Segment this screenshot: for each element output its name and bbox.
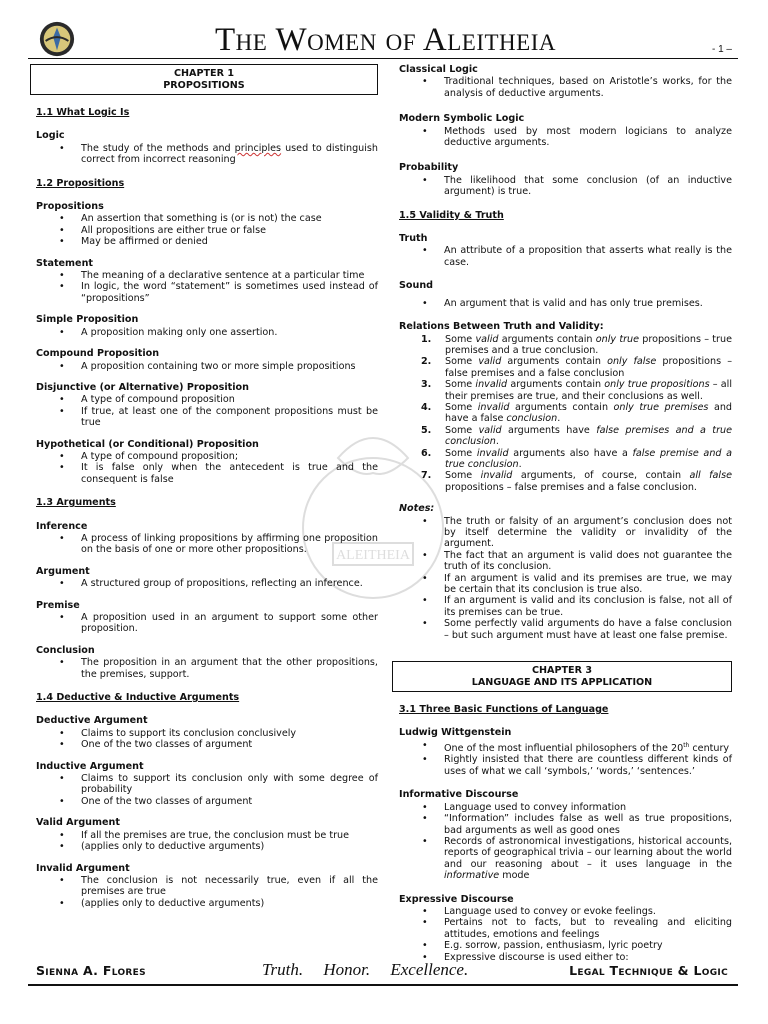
list-item: • One of the two classes of argument — [81, 796, 378, 807]
list-item: • One of the most influential philosophers of the 20th century — [444, 740, 732, 755]
list-item: • Rightly insisted that there are countless different kinds of uses of what we call ‘symbols,’ ‘words,’ ‘sentences.’ — [444, 754, 732, 777]
term-truth: Truth — [399, 233, 428, 245]
chapter-label: CHAPTER 3 — [531, 665, 593, 677]
list-item: • The meaning of a declarative sentence at a particular time — [81, 270, 378, 281]
term-disjunctive-proposition: Disjunctive (or Alternative) Proposition — [36, 381, 249, 393]
term-probability: Probability — [399, 162, 459, 174]
term-argument: Argument — [36, 565, 90, 577]
list-item: • May be affirmed or denied — [81, 236, 378, 247]
section-heading: 1.2 Propositions — [36, 177, 125, 189]
relation-item: 2. Some valid arguments contain only false propositions – false premises and a false conclusion — [421, 356, 733, 379]
list-item: • All propositions are either true or false — [81, 225, 378, 236]
list-item: • If true, at least one of the component propositions must be true — [81, 406, 378, 429]
relation-item: 6. Some invalid arguments also have a false premise and a true conclusion. — [421, 447, 732, 470]
term-simple-proposition: Simple Proposition — [36, 314, 139, 326]
term-compound-proposition: Compound Proposition — [36, 348, 160, 360]
list-item: • If all the premises are true, the conclusion must be true — [81, 830, 378, 841]
list-item: • (applies only to deductive arguments) — [81, 841, 378, 852]
term-sound: Sound — [399, 280, 434, 292]
list-item: • If an argument is valid and its conclusion is false, not all of its premises can be true. — [444, 595, 732, 618]
section-heading: 1.4 Deductive & Inductive Arguments — [36, 692, 240, 704]
list-item: • “Information” includes false as well as true propositions, bad arguments as well as good ones — [444, 813, 732, 836]
term-informative-discourse: Informative Discourse — [399, 789, 519, 801]
relation-item: 5. Some valid arguments have false premises and a true conclusion. — [421, 424, 732, 448]
list-item: • The conclusion is not necessarily true, even if all the premises are true — [81, 875, 378, 898]
relation-item: 3. Some invalid arguments contain only true propositions – all their premises are true, and their conclusions as well. — [421, 379, 733, 402]
page-title: The Women of Aleitheia — [215, 22, 556, 58]
footer-author: Sienna A. Flores — [36, 963, 146, 978]
relations-list — [399, 334, 732, 494]
chapter-label: CHAPTER 1 — [173, 68, 235, 79]
term-conclusion: Conclusion — [36, 644, 95, 656]
section-heading: 1.5 Validity & Truth — [399, 209, 504, 221]
list-item: • Language used to convey information — [444, 802, 732, 813]
left-column — [36, 64, 378, 909]
list-item: • Claims to support its conclusion conclusively — [81, 728, 378, 739]
footer-rule — [28, 984, 738, 986]
term-classical-logic: Classical Logic — [399, 64, 478, 75]
list-item: • A proposition used in an argument to support some other proposition. — [81, 612, 378, 635]
list-item: • E.g. sorrow, passion, enthusiasm, lyric poetry — [444, 940, 732, 951]
page-number: - 1 – — [711, 44, 732, 55]
right-column — [399, 64, 732, 963]
list-item: • A type of compound proposition; — [81, 451, 378, 462]
term-inference: Inference — [36, 520, 88, 532]
list-item: • In logic, the word “statement” is sometimes used instead of “propositions” — [81, 281, 378, 304]
list-item: • A process of linking propositions by affirming one proposition on the basis of one or more other propositions. — [81, 533, 378, 556]
relation-item: 4. Some invalid arguments contain only true premises and have a false conclusion. — [421, 401, 732, 425]
section-heading: 3.1 Three Basic Functions of Language — [399, 704, 609, 716]
chapter-1-box — [30, 64, 378, 95]
list-item: • Language used to convey or evoke feelings. — [444, 906, 732, 917]
chapter-title: LANGUAGE AND ITS APPLICATION — [471, 676, 653, 688]
list-item: • An attribute of a proposition that asserts what really is the case. — [444, 245, 732, 268]
header-rule — [28, 58, 738, 59]
term-statement: Statement — [36, 257, 93, 269]
misspelled-word: principles — [234, 142, 282, 154]
footer-motto: Truth. Honor. Excellence. — [262, 960, 469, 979]
term-hypothetical-proposition: Hypothetical (or Conditional) Proposition — [36, 438, 259, 450]
term-modern-symbolic-logic: Modern Symbolic Logic — [399, 113, 525, 125]
term-propositions: Propositions — [36, 201, 104, 213]
term-premise: Premise — [36, 599, 80, 611]
list-item: • Traditional techniques, based on Aristotle’s works, for the analysis of deductive arguments. — [444, 76, 732, 99]
term-deductive-argument: Deductive Argument — [36, 715, 148, 727]
notes-title: Notes: — [399, 503, 435, 515]
list-item: • Some perfectly valid arguments do have a false conclusion – but such argument must have at least one false premise. — [444, 618, 732, 641]
list-item: • An assertion that something is (or is not) the case — [81, 213, 378, 224]
aleitheia-crest-logo — [38, 20, 76, 58]
list-item: • A proposition making only one assertion. — [81, 327, 378, 338]
list-item: • Expressive discourse is used either to: — [444, 952, 732, 963]
chapter-3-box — [392, 661, 732, 692]
relation-item: 7. Some invalid arguments, of course, contain all false propositions – false premises and a false conclusion. — [421, 470, 732, 493]
section-heading: 1.3 Arguments — [36, 497, 116, 509]
list-item: • The truth or falsity of an argument’s conclusion does not by itself determine the validity or invalidity of the argument. — [444, 516, 732, 550]
footer-subject: Legal Technique & Logic — [569, 963, 728, 978]
list-item: • (applies only to deductive arguments) — [81, 898, 378, 909]
list-item: • A type of compound proposition — [81, 394, 378, 405]
term-expressive-discourse: Expressive Discourse — [399, 893, 514, 905]
list-item: • The likelihood that some conclusion (of an inductive argument) is true. — [444, 175, 732, 198]
term-invalid-argument: Invalid Argument — [36, 862, 130, 874]
list-item: • Pertains not to facts, but to revealing and eliciting attitudes, emotions and feelings — [444, 917, 732, 940]
term-inductive-argument: Inductive Argument — [36, 760, 144, 772]
list-item: • One of the two classes of argument — [81, 739, 378, 750]
list-item: • If an argument is valid and its premises are true, we may be certain that its conclusion is true also. — [444, 573, 732, 596]
list-item: • A structured group of propositions, reflecting an inference. — [81, 578, 378, 589]
list-item: • The proposition in an argument that the other propositions, the premises, support. — [81, 657, 378, 680]
list-item: • The study of the methods and principles used to distinguish correct from incorrect reasoning — [81, 143, 378, 166]
list-item: • A proposition containing two or more simple propositions — [81, 361, 378, 372]
watermark-text: ALEITHEIA — [336, 548, 410, 563]
section-heading: 1.1 What Logic Is — [36, 107, 130, 118]
list-item: • Methods used by most modern logicians to analyze deductive arguments. — [444, 126, 732, 149]
list-item: • It is false only when the antecedent is true and the consequent is false — [81, 462, 378, 485]
term-logic: Logic — [36, 130, 65, 142]
list-item: • The fact that an argument is valid does not guarantee the truth of its conclusion. — [444, 550, 732, 573]
chapter-title: PROPOSITIONS — [163, 79, 245, 91]
term-valid-argument: Valid Argument — [36, 817, 120, 829]
list-item: • An argument that is valid and has only true premises. — [444, 298, 732, 309]
term-ludwig-wittgenstein: Ludwig Wittgenstein — [399, 727, 512, 739]
list-item: • Claims to support its conclusion only with some degree of probability — [81, 773, 378, 796]
list-item: • Records of astronomical investigations, historical accounts, reports of geographical trivia – our learning about the world and our reasoning about – it uses language in the informative mode — [444, 836, 732, 882]
relation-item: 1. Some valid arguments contain only true propositions – true premises and a true conclusion. — [421, 333, 732, 356]
term-relations-truth-validity: Relations Between Truth and Validity: — [399, 321, 604, 333]
